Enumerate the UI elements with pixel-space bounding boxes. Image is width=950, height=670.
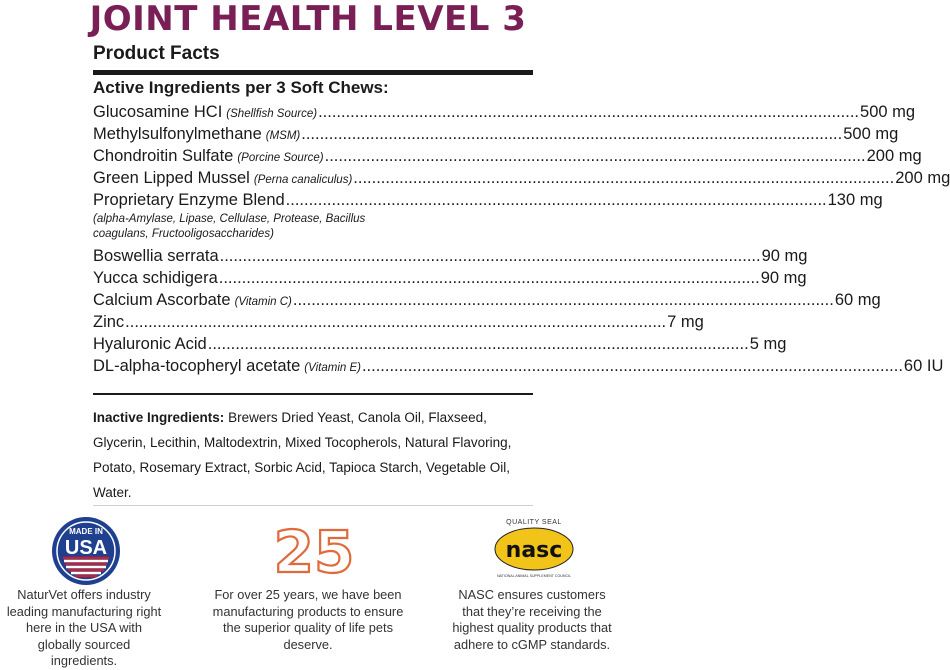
inactive-ingredients: [93, 405, 533, 505]
inactive-ingredients-text: Brewers Dried Yeast, Canola Oil, Flaxseed, Glycerin, Lecithin, Maltodextrin, Mixed Tocopherols, Natural Flavoring, Potato, Rosemary Extract, Sorbic Acid, Tapioca Starch, Vegetable Oil, Water.: [93, 410, 512, 500]
ingredient-source: (Perna canaliculus): [253, 174, 353, 186]
ingredient-row: [93, 101, 916, 123]
nasc-bottom-text: NATIONAL ANIMAL SUPPLEMENT COUNCIL: [496, 574, 572, 578]
inactive-ingredients-label: Inactive Ingredients:: [93, 410, 225, 425]
ingredient-name: Proprietary Enzyme Blend: [93, 191, 285, 209]
ingredient-amount: 5 mg: [749, 335, 787, 353]
years-description: For over 25 years, we have been manufacturing products to ensure the superior quality of life pets deserve.: [212, 587, 404, 652]
ingredient-row: [93, 123, 899, 145]
usa-seal-icon: [50, 515, 122, 587]
usa-description: NaturVet offers industry leading manufacturing right here in the USA with globally sourced ingredients.: [6, 587, 162, 668]
ingredient-row: [93, 145, 922, 167]
ingredient-row: [93, 289, 881, 311]
ingredient-name: Chondroitin Sulfate: [93, 147, 234, 165]
ingredient-amount: 7 mg: [667, 313, 704, 331]
leader-dots: [208, 333, 749, 355]
ingredient-row: [93, 245, 808, 267]
ingredient-name: Zinc: [93, 313, 125, 331]
nasc-seal-icon: [492, 515, 576, 587]
leader-dots: [325, 145, 866, 167]
thin-divider: [93, 393, 533, 395]
ingredient-source: (Shellfish Source): [226, 108, 318, 120]
nasc-description: NASC ensures customers that they’re receiving the highest quality products that adhere to cGMP standards.: [452, 587, 612, 652]
ingredient-amount: 500 mg: [860, 103, 916, 121]
leader-dots: [125, 311, 666, 333]
nasc-quality-seal: [492, 515, 576, 587]
ingredient-row: [93, 167, 950, 189]
product-facts-heading: Product Facts: [93, 43, 220, 64]
ingredient-amount: 130 mg: [827, 191, 883, 209]
ingredient-row: [93, 333, 787, 355]
leader-dots: [286, 189, 827, 211]
ingredient-name: Boswellia serrata: [93, 247, 219, 265]
ingredient-amount: 60 IU: [903, 357, 944, 375]
25-years-icon: [273, 514, 355, 586]
leader-dots: [318, 101, 859, 123]
ingredient-amount: 500 mg: [843, 125, 899, 143]
active-ingredients-heading: Active Ingredients per 3 Soft Chews:: [93, 78, 389, 97]
ingredient-row: [93, 355, 944, 377]
ingredient-source: (Porcine Source): [237, 152, 324, 164]
bottom-divider: [93, 505, 533, 506]
thick-divider: [93, 70, 533, 75]
ingredient-name: Yucca schidigera: [93, 269, 218, 287]
ingredient-name: DL-alpha-tocopheryl acetate: [93, 357, 301, 375]
leader-dots: [220, 245, 761, 267]
leader-dots: [362, 355, 903, 377]
ingredient-amount: 200 mg: [866, 147, 922, 165]
ingredient-amount: 60 mg: [834, 291, 881, 309]
ingredient-source: (MSM): [265, 130, 301, 142]
usa-badge-top-text: MADE IN: [69, 527, 103, 536]
ingredient-amount: 90 mg: [760, 269, 807, 287]
ingredient-name: Methylsulfonylmethane: [93, 125, 262, 143]
leader-dots: [219, 267, 760, 289]
nasc-main-text: nasc: [505, 538, 563, 563]
made-in-usa-badge: [50, 515, 122, 587]
enzyme-blend-note: (alpha-Amylase, Lipase, Cellulase, Protease, Bacillus coagulans, Fructooligosaccharides): [93, 213, 366, 240]
leader-dots: [301, 123, 842, 145]
leader-dots: [293, 289, 834, 311]
product-title: JOINT HEALTH LEVEL 3: [89, 0, 527, 39]
usa-badge-main-text: USA: [64, 537, 108, 559]
ingredient-name: Glucosamine HCI: [93, 103, 223, 121]
nasc-seal-text: QUALITY SEAL: [506, 519, 562, 526]
ingredient-source: (Vitamin E): [304, 362, 361, 374]
years-number: 25: [273, 518, 355, 586]
active-ingredients-list: [93, 101, 950, 377]
ingredient-amount: 90 mg: [761, 247, 808, 265]
ingredient-row: [93, 189, 883, 211]
25-years-badge: [273, 514, 355, 586]
ingredient-source: (Vitamin C): [234, 296, 292, 308]
leader-dots: [353, 167, 894, 189]
ingredient-name: Green Lipped Mussel: [93, 169, 250, 187]
ingredient-row: [93, 267, 807, 289]
ingredient-amount: 200 mg: [895, 169, 950, 187]
ingredient-row: [93, 311, 704, 333]
ingredient-name: Hyaluronic Acid: [93, 335, 207, 353]
ingredient-name: Calcium Ascorbate: [93, 291, 231, 309]
